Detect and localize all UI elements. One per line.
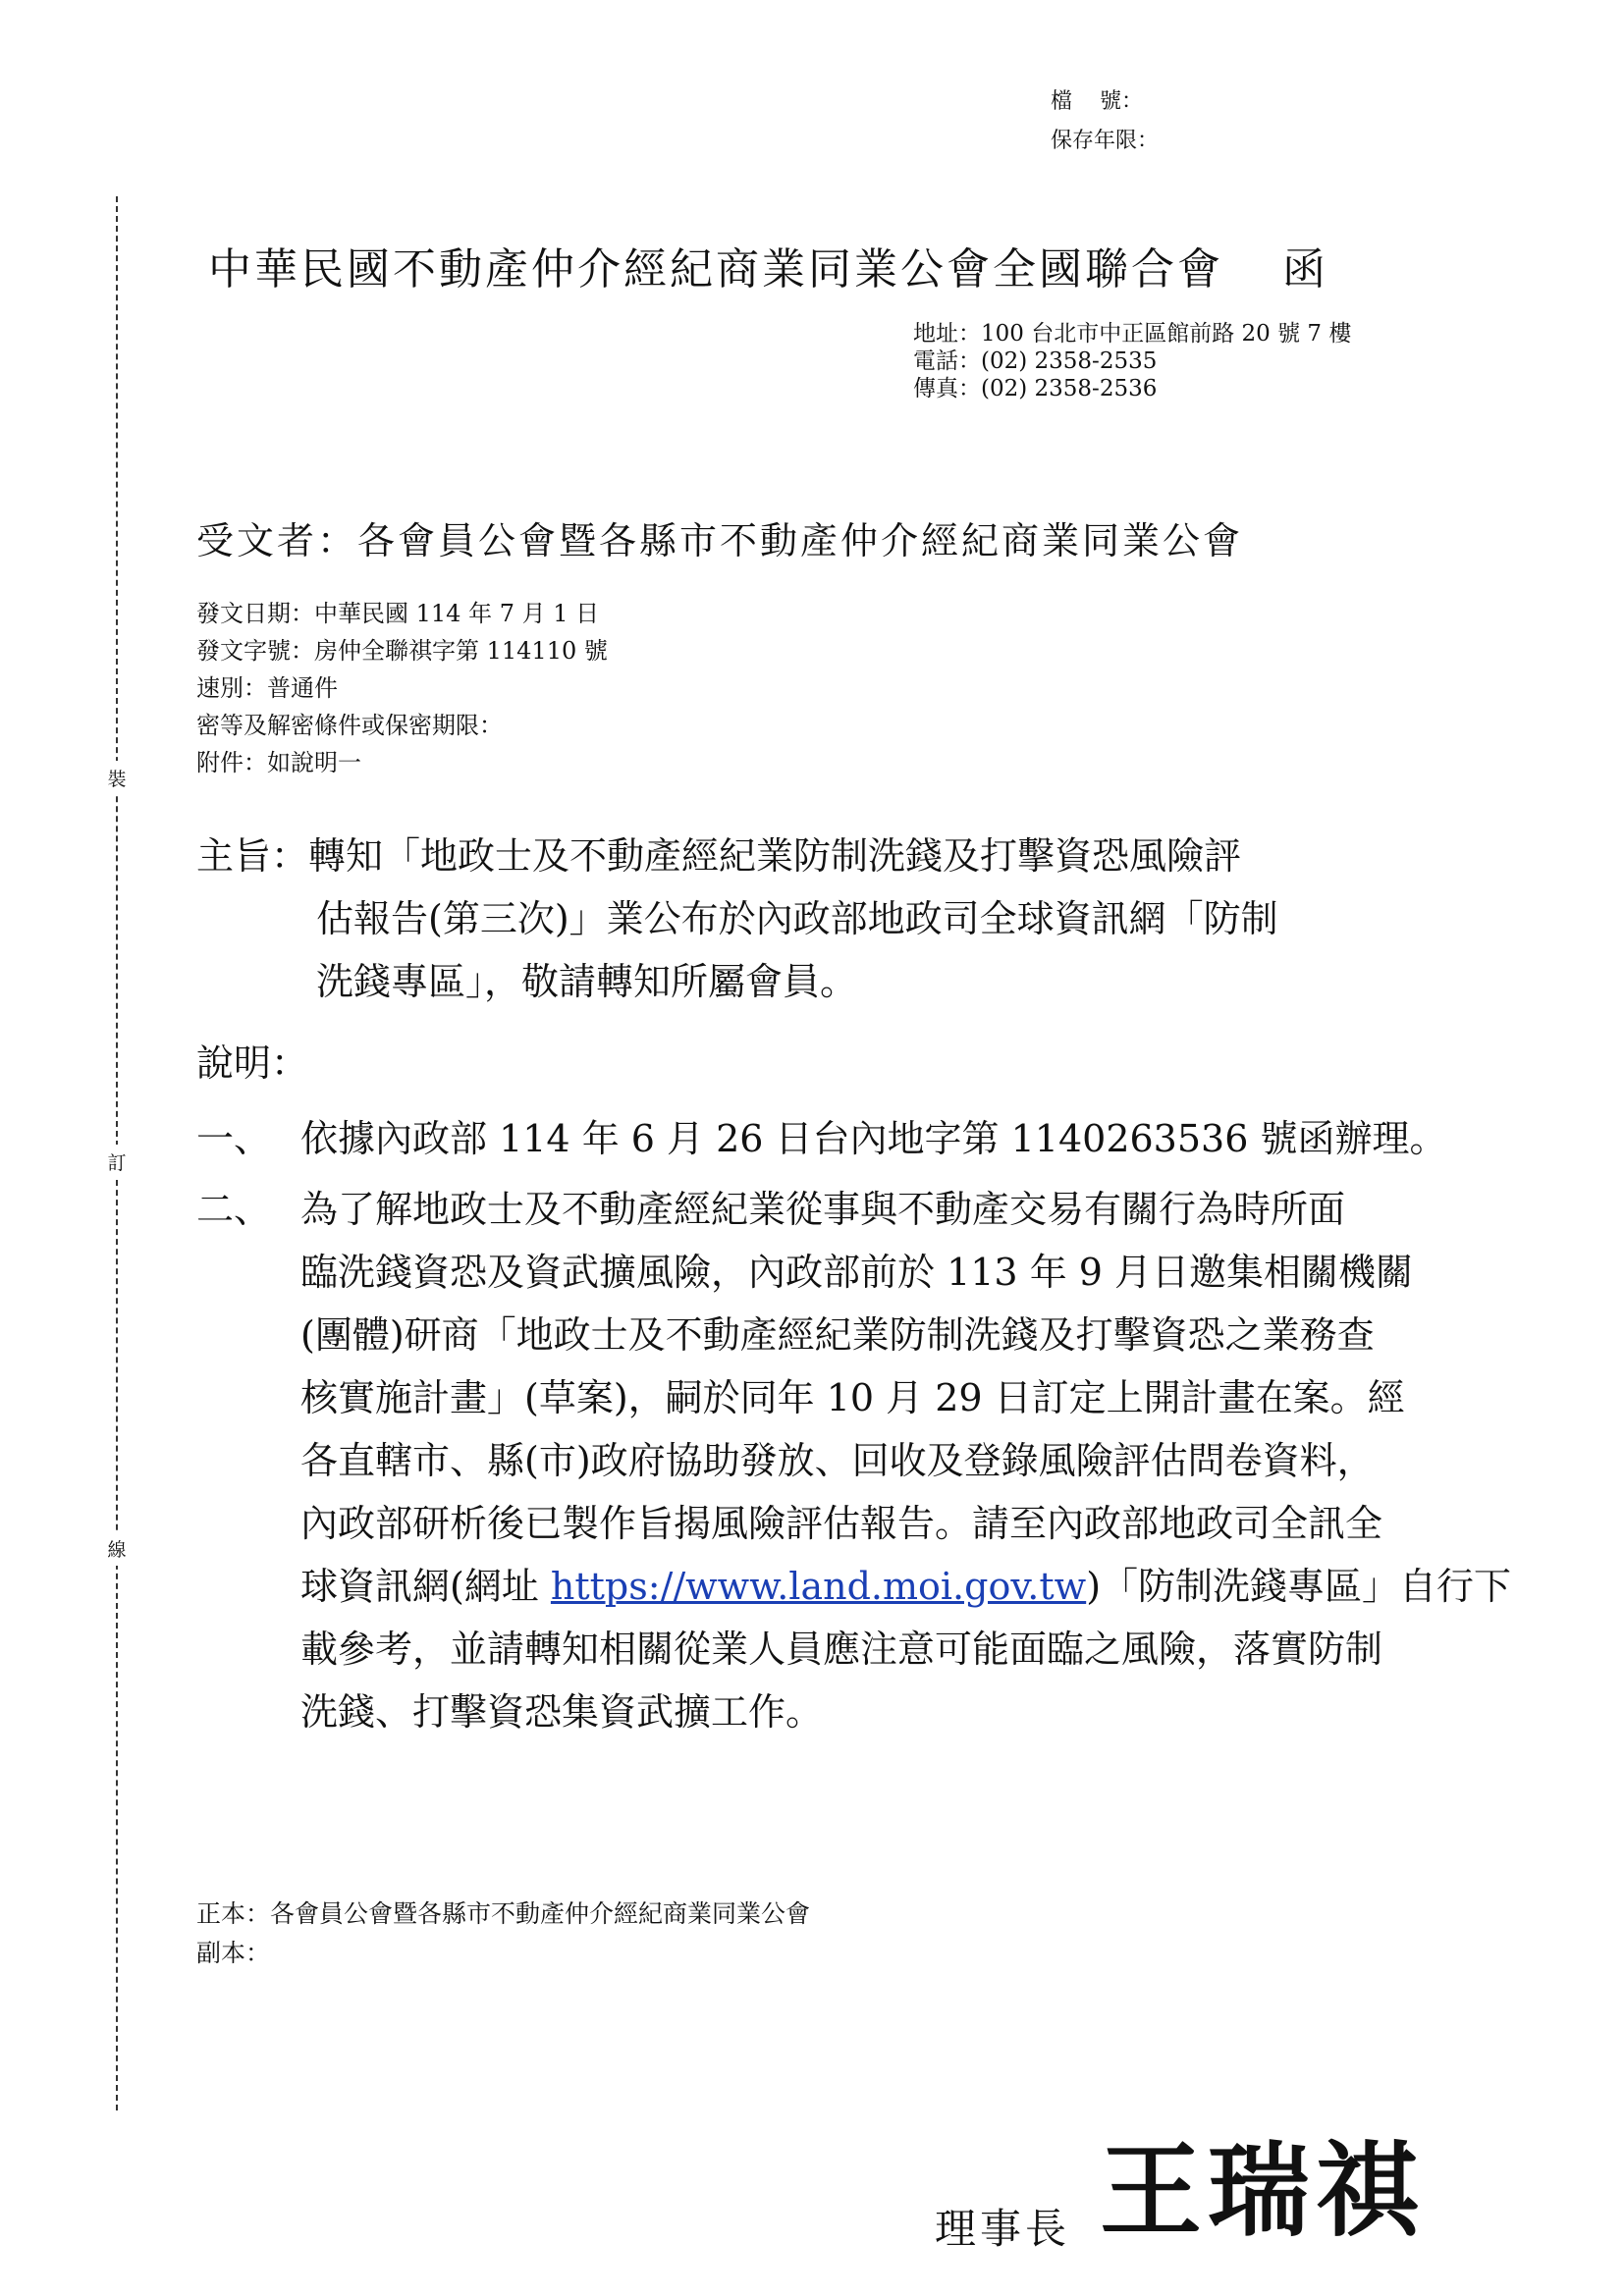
archive-info [1051, 82, 1159, 161]
item-line: 核實施計畫」(草案)，嗣於同年 10 月 29 日訂定上開計畫在案。經 [300, 1376, 1405, 1419]
item-line-text: 球資訊網(網址 [300, 1565, 551, 1608]
contact-info [913, 320, 1351, 402]
moi-website-link[interactable]: https://www.land.moi.gov.tw [550, 1565, 1087, 1608]
organization-name: 中華民國不動產仲介經紀商業同業公會全國聯合會 [208, 244, 1223, 294]
item-line-text: )「防制洗錢專區」自行下 [1086, 1565, 1512, 1608]
file-number-label: 檔 號： [1051, 89, 1143, 114]
distribution [196, 1895, 810, 1973]
explanation-label: 說明： [196, 1041, 309, 1085]
document-meta [196, 595, 608, 781]
explanation-item-2 [196, 1178, 1511, 1743]
binding-char-zhuang: 裝 [104, 761, 130, 795]
subject-line: 估報告(第三次)」業公布於內政部地政司全球資訊網「防制 [316, 897, 1278, 940]
document-number: 發文字號：房仲全聯祺字第 114110 號 [196, 637, 608, 665]
item-line: (團體)研商「地政士及不動產經紀業防制洗錢及打擊資恐之業務查 [300, 1313, 1375, 1357]
issue-date: 發文日期：中華民國 114 年 7 月 1 日 [196, 600, 600, 627]
address: 地址：100 台北市中正區館前路 20 號 7 樓 [913, 321, 1352, 347]
signature-block [935, 2109, 1424, 2256]
secrecy-class: 密等及解密條件或保密期限： [196, 712, 503, 739]
speed-class: 速別：普通件 [196, 674, 338, 702]
document-header [208, 234, 1328, 296]
phone: 電話：(02) 2358-2535 [913, 348, 1158, 374]
subject [196, 825, 1278, 1013]
subject-line: 洗錢專區」，敬請轉知所屬會員。 [316, 960, 858, 1003]
attachment: 附件：如說明一 [196, 749, 361, 776]
item-line: 載參考，並請轉知相關從業人員應注意可能面臨之風險，落實防制 [300, 1628, 1383, 1671]
retention-period-label: 保存年限： [1051, 129, 1160, 153]
item-line: 依據內政部 114 年 6 月 26 日台內地字第 1140263536 號函辦理。 [300, 1117, 1447, 1160]
binding-char-xian: 線 [104, 1531, 130, 1566]
item-line: 臨洗錢資恐及資武擴風險，內政部前於 113 年 9 月日邀集相關機關 [300, 1251, 1414, 1294]
item-number: 二、 [196, 1188, 272, 1231]
document-type: 函 [1282, 244, 1328, 294]
item-line: 內政部研析後已製作旨揭風險評估報告。請至內政部地政司全訊全 [300, 1502, 1383, 1545]
signatory-title: 理事長 [935, 2205, 1071, 2253]
original-copy: 正本：各會員公會暨各縣市不動產仲介經紀商業同業公會 [196, 1899, 811, 1928]
subject-line: 主旨：轉知「地政士及不動產經紀業防制洗錢及打擊資恐風險評 [196, 834, 1242, 878]
fax: 傳真：(02) 2358-2536 [913, 376, 1158, 401]
item-line [196, 1555, 1511, 1618]
item-number: 一、 [196, 1117, 272, 1160]
item-line: 洗錢、打擊資恐集資武擴工作。 [300, 1690, 824, 1734]
item-line: 為了解地政士及不動產經紀業從事與不動產交易有關行為時所面 [300, 1188, 1346, 1231]
explanation-item-1 [196, 1107, 1446, 1170]
duplicate-copy: 副本： [196, 1939, 271, 1967]
item-line: 各直轄市、縣(市)政府協助發放、回收及登錄風險評估問卷資料， [300, 1439, 1375, 1482]
signatory-name: 王瑞祺 [1100, 2131, 1425, 2251]
binding-char-ding: 訂 [104, 1145, 130, 1179]
recipient: 受文者：各會員公會暨各縣市不動產仲介經紀商業同業公會 [196, 519, 1244, 562]
